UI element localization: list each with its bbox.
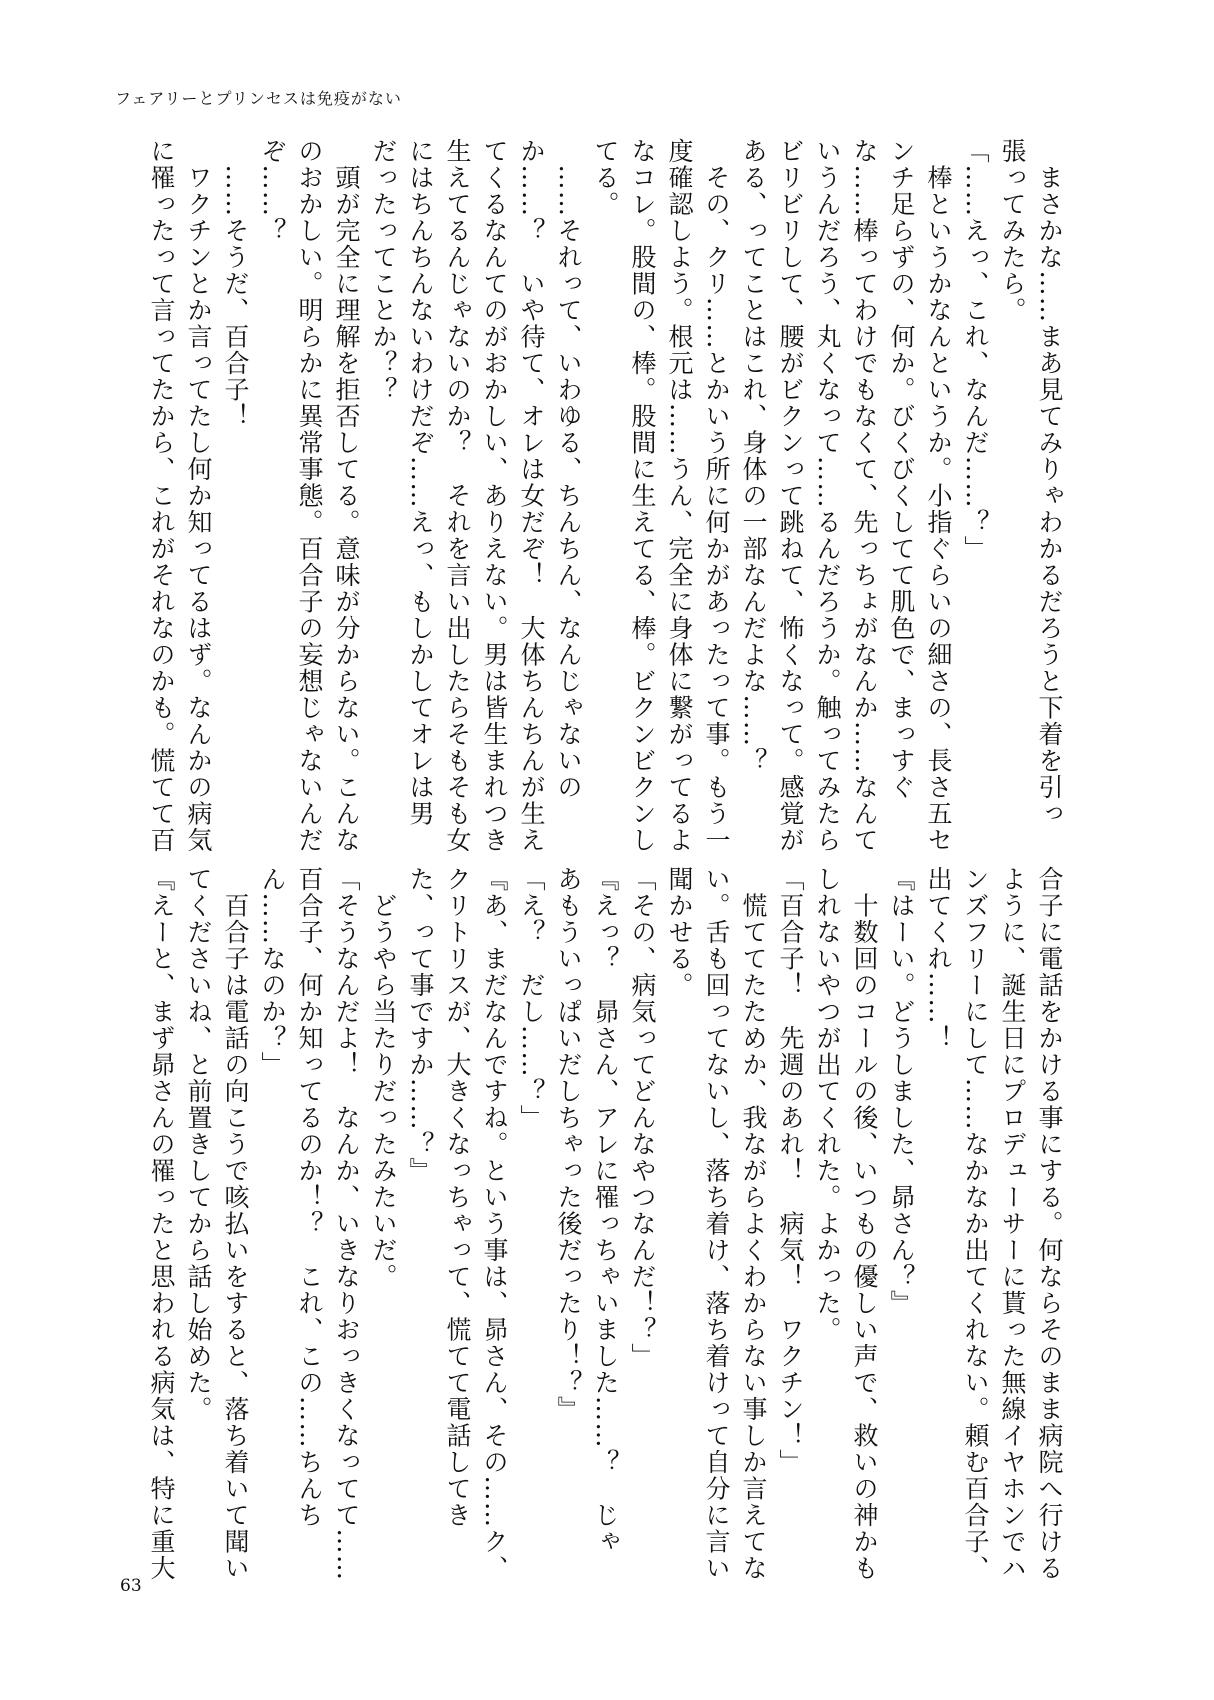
text-column: その、クリ……とかいう所に何かがあったって事。もう一	[702, 138, 731, 854]
text-column: クリトリスが、大きくなっちゃって、慌てて電話してき	[443, 866, 472, 1529]
text-column: な……棒ってわけでもなくて、先っちょがなんか……なんて	[850, 138, 879, 854]
text-column: ビリビリして、腰がビクンって跳ねて、怖くなって。感覚が	[776, 138, 805, 854]
text-column: 「そうなんだよ！ なんか、いきなりおっきくなってて……	[332, 866, 361, 1582]
text-column: しれないやつが出てくれた。よかった。	[813, 866, 842, 1343]
text-column: 頭が完全に理解を拒否してる。意味が分からない。こんな	[332, 138, 361, 854]
text-column: 『えっ？ 昴さん、アレに罹っちゃいました……？ じゃ	[591, 866, 620, 1555]
text-column: 度確認しよう。根元は……うん、完全に身体に繋がってるよ	[665, 138, 694, 854]
text-column: 「百合子！ 先週のあれ！ 病気！ ワクチン！」	[776, 866, 805, 1476]
text-column: い。舌も回ってないし、落ち着け、落ち着けって自分に言い	[702, 866, 731, 1582]
text-column: てくださいね、と前置きしてから話し始めた。	[184, 866, 213, 1423]
text-column: 「その、病気ってどんなやつなんだ！？」	[628, 866, 657, 1370]
text-column: ワクチンとか言ってたし何か知ってるはず。なんかの病気	[184, 138, 213, 854]
page-number: 63	[120, 1576, 142, 1596]
text-column: か……？ いや待て、オレは女だぞ！ 大体ちんちんが生え	[517, 138, 546, 854]
text-column: 合子に電話をかける事にする。何ならそのまま病院へ行ける	[1035, 866, 1064, 1582]
text-column: ……それって、いわゆる、ちんちん、なんじゃないの	[554, 138, 583, 801]
text-column: 『えーと、まず昴さんの罹ったと思われる病気は、特に重大	[147, 866, 176, 1582]
text-column: ンチ足らずの、何か。びくびくしてて肌色で、まっすぐ	[887, 138, 916, 801]
text-column: にはちんちんないわけだぞ……えっ、もしかしてオレは男	[406, 138, 435, 827]
text-column: 張ってみたら。	[998, 138, 1027, 324]
text-column: ように、誕生日にプロデューサーに貰った無線イヤホンでハ	[998, 866, 1027, 1582]
text-column: ん……なのか？」	[258, 866, 287, 1078]
text-column: 慌ててたためか、我ながらよくわからない事しか言えてな	[739, 866, 768, 1582]
text-column: ……そうだ、百合子！	[221, 138, 250, 430]
text-column: あもういっぱいだしちゃった後だったり！？』	[554, 866, 583, 1423]
text-block-bottom	[138, 866, 1068, 1582]
text-column: 「え？ だし……？」	[517, 866, 546, 1131]
text-column: まさかな……まあ見てみりゃわかるだろうと下着を引っ	[1035, 138, 1064, 827]
text-column: 百合子は電話の向こうで咳払いをすると、落ち着いて聞い	[221, 866, 250, 1582]
running-title: フェアリーとプリンセスは免疫がない	[115, 89, 402, 108]
text-column: てる。	[591, 138, 620, 218]
text-column: どうやら当たりだったみたいだ。	[369, 866, 398, 1290]
text-column: ある、ってことはこれ、身体の一部なんだよな……？	[739, 138, 768, 774]
text-column: いうんだろう、丸くなって……るんだろうか。触ってみたら	[813, 138, 842, 854]
text-column: 聞かせる。	[665, 866, 694, 999]
text-column: 百合子、何か知ってるのか！？ これ、この……ちんち	[295, 866, 324, 1529]
text-column: た、って事ですか……？』	[406, 866, 435, 1184]
text-column: ぞ……？	[258, 138, 287, 244]
text-column: 十数回のコールの後、いつもの優しい声で、救いの神かも	[850, 866, 879, 1582]
text-column: 出てくれ……！	[924, 866, 953, 1052]
text-column: 生えてるんじゃないのか？ それを言い出したらそもそも女	[443, 138, 472, 854]
text-column: 「……えっ、これ、なんだ……？」	[961, 138, 990, 562]
text-column: てくるなんてのがおかしい、ありえない。男は皆生まれつき	[480, 138, 509, 854]
text-column: ンズフリーにして……なかなか出てくれない。頼む百合子、	[961, 866, 990, 1582]
text-column: だったってことか？？	[369, 138, 398, 403]
text-column: に罹ったって言ってたから、これがそれなのかも。慌てて百	[147, 138, 176, 854]
text-column: 『はーい。どうしました、昴さん？』	[887, 866, 916, 1317]
text-column: 『あ、まだなんですね。という事は、昴さん、その……ク、	[480, 866, 509, 1582]
text-column: なコレ。股間の、棒。股間に生えてる、棒。ビクンビクンし	[628, 138, 657, 854]
text-column: のおかしい。明らかに異常事態。百合子の妄想じゃないんだ	[295, 138, 324, 854]
text-column: 棒というかなんというか。小指ぐらいの細さの、長さ五セ	[924, 138, 953, 854]
text-block-top	[138, 138, 1068, 854]
